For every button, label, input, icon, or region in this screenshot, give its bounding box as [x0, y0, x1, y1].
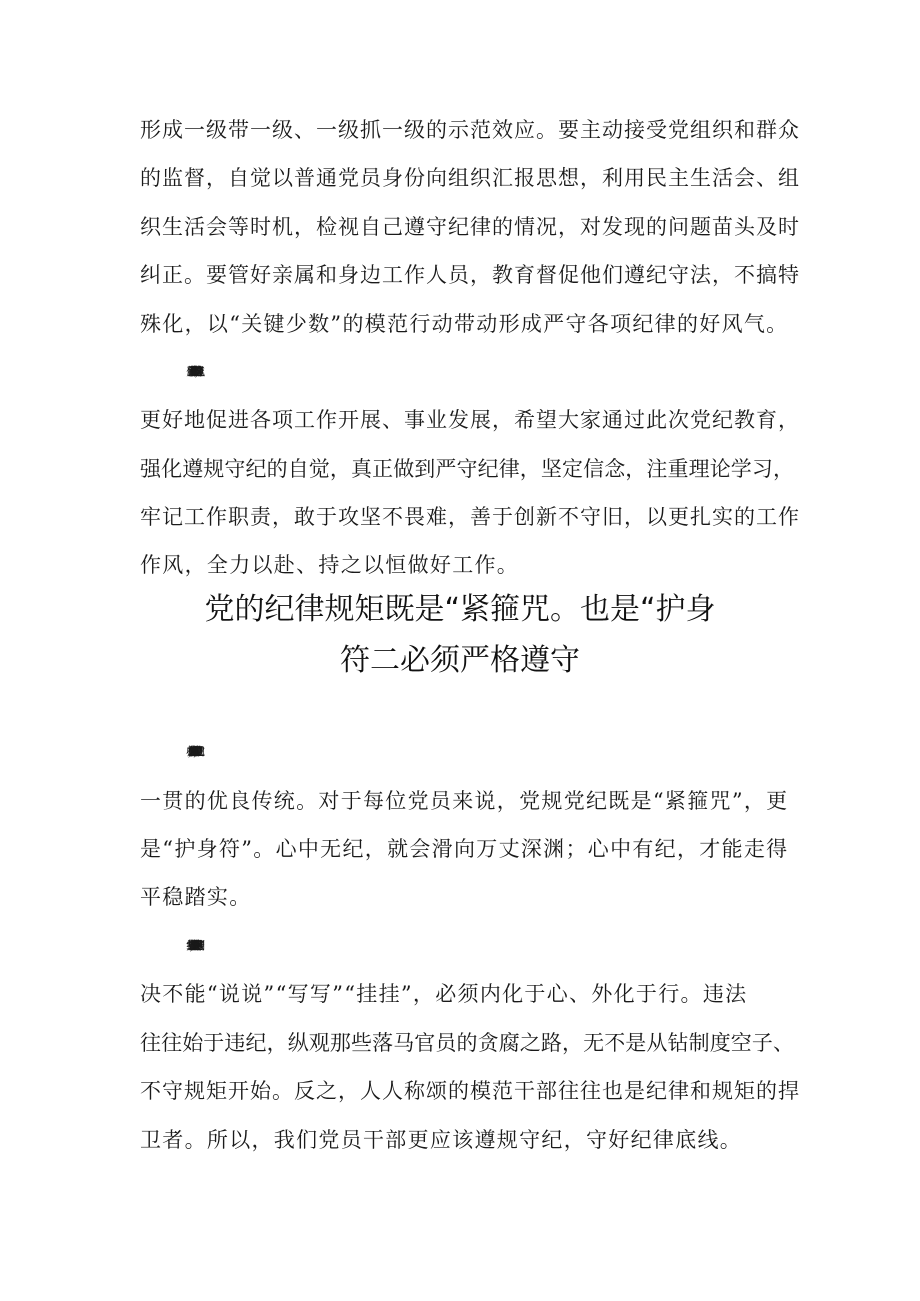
text-line: 牢记工作职责，敢于攻坚不畏难，善于创新不守旧，以更扎实的工作 [140, 505, 800, 529]
text-line: 作风，全力以赴、持之以恒做好工作。 [140, 553, 520, 577]
text-line: 心中有规矩，行为定方圆。牢固树立纪律和规矩意识，是我们党 [186, 745, 195, 758]
text-line: 不守规矩开始。反之，人人称颂的模范干部往往也是纪律和规矩的捍 [140, 1079, 800, 1103]
text-line: 殊化，以“关键少数”的模范行动带动形成严守各项纪律的好风气。 [140, 312, 789, 336]
text-line: 纠正。要管好亲属和身边工作人员，教育督促他们遵纪守法，不搞特 [140, 263, 800, 287]
text-line: 今天就跟大家交流这么多。开展党纪学习教育的目的是转变作风， [186, 365, 195, 378]
text-line: 形成一级带一级、一级抓一级的示范效应。要主动接受党组织和群众 [140, 118, 800, 142]
text-line: 一贯的优良传统。对于每位党员来说，党规党纪既是“紧箍咒”，更 [140, 789, 789, 813]
text-line: 强化遵规守纪的自觉，真正做到严守纪律，坚定信念，注重理论学习， [140, 457, 795, 481]
text-line: 卫者。所以，我们党员干部更应该遵规守纪，守好纪律底线。 [140, 1128, 743, 1152]
text-line: 平稳踏实。 [140, 885, 252, 909]
text-line: 决不能“说说”“写写”“挂挂”，必须内化于心、外化于行。违法 [140, 982, 748, 1006]
heading-line: 符二必须严格遵守 [340, 643, 580, 678]
text-line: 是“护身符”。心中无纪，就会滑向万丈深渊；心中有纪，才能走得 [140, 837, 789, 861]
text-line: 更好地促进各项工作开展、事业发展，希望大家通过此次党纪教育， [140, 408, 800, 432]
text-line: 的监督，自觉以普通党员身份向组织汇报思想，利用民主生活会、组 [140, 166, 800, 190]
heading-line: 党的纪律规矩既是“紧箍咒。也是“护身 [204, 592, 716, 627]
text-line: 党纪党规不是挂在嘴上的，而是要落到实处的。学习贯彻《条例》 [186, 939, 195, 952]
text-line: 织生活会等时机，检视自己遵守纪律的情况，对发现的问题苗头及时 [140, 215, 800, 239]
text-line: 往往始于违纪，纵观那些落马官员的贪腐之路，无不是从钻制度空子、 [140, 1031, 795, 1055]
